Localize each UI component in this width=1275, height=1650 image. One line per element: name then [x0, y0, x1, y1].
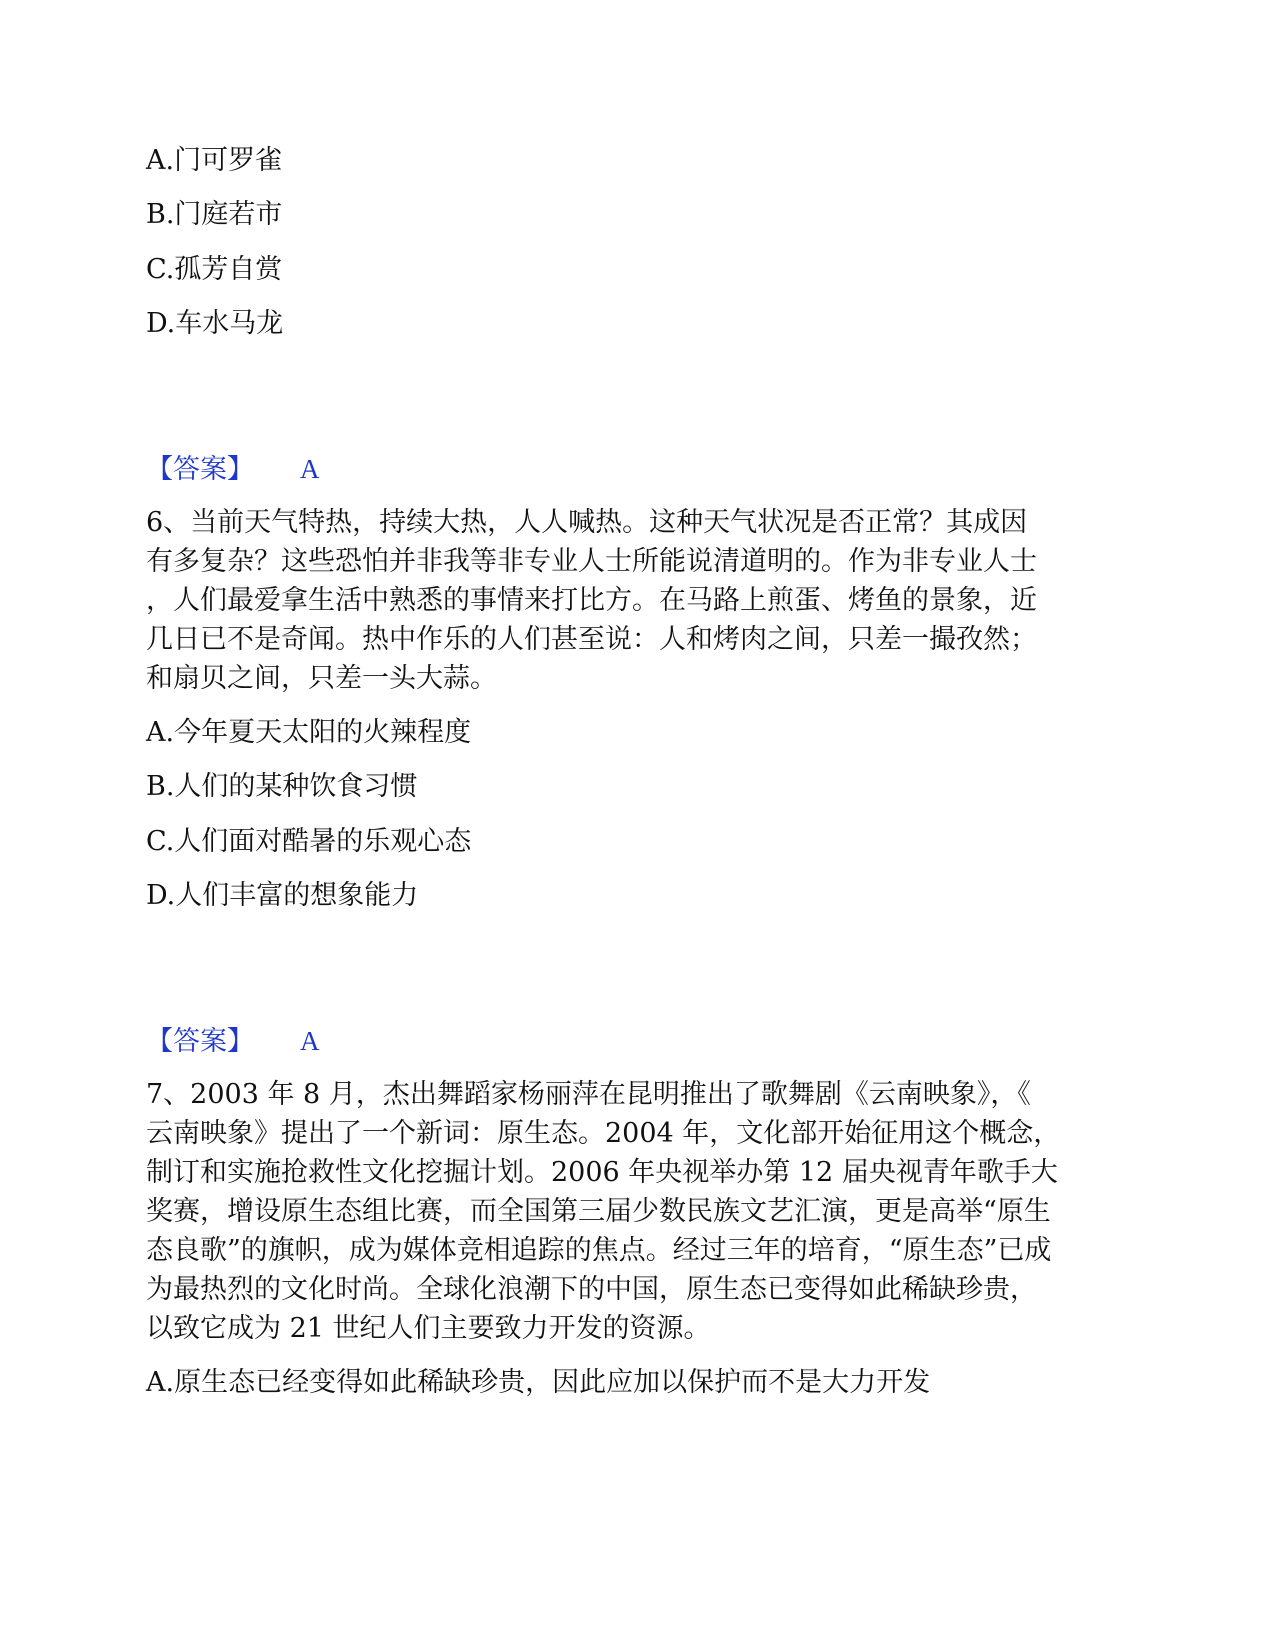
q7-option-a: A.原生态已经变得如此稀缺珍贵，因此应加以保护而不是大力开发 — [146, 1367, 931, 1398]
q6-option-d: D.人们丰富的想象能力 — [146, 880, 419, 911]
q6-option-c: C.人们面对酷暑的乐观心态 — [146, 826, 472, 857]
q6-answer — [146, 1022, 320, 1061]
q6-stem-line-5: 和扇贝之间，只差一头大蒜。 — [146, 663, 497, 694]
q6-stem-line-3: ，人们最爱拿生活中熟悉的事情来打比方。在马路上煎蛋、烤鱼的景象，近 — [146, 585, 1037, 616]
q7-stem-line-1: 7、2003 年 8 月，杰出舞蹈家杨丽萍在昆明推出了歌舞剧《云南映象》，《 — [146, 1079, 1031, 1110]
q6-stem-line-4: 几日已不是奇闻。热中作乐的人们甚至说：人和烤肉之间，只差一撮孜然； — [146, 624, 1037, 655]
q7-stem-line-5: 态良歌”的旗帜，成为媒体竞相追踪的焦点。经过三年的培育，“原生态”已成 — [146, 1235, 1052, 1266]
q5-answer-value: A — [300, 454, 320, 484]
q7-stem-line-6: 为最热烈的文化时尚。全球化浪潮下的中国，原生态已变得如此稀缺珍贵， — [146, 1274, 1037, 1305]
q6-stem-line-1: 6、当前天气特热，持续大热，人人喊热。这种天气状况是否正常？其成因 — [146, 507, 1028, 538]
q7-stem-line-2: 云南映象》提出了一个新词：原生态。2004 年，文化部开始征用这个概念， — [146, 1118, 1061, 1149]
q6-stem-line-2: 有多复杂？这些恐怕并非我等非专业人士所能说清道明的。作为非专业人士 — [146, 546, 1037, 577]
q5-option-a: A.门可罗雀 — [146, 145, 283, 176]
q6-answer-value: A — [300, 1026, 320, 1056]
q6-answer-label: 【答案】 — [146, 1026, 254, 1057]
q7-stem-line-7: 以致它成为 21 世纪人们主要致力开发的资源。 — [146, 1313, 711, 1344]
q6-option-b: B.人们的某种饮食习惯 — [146, 771, 418, 802]
q7-stem-line-3: 制订和实施抢救性文化挖掘计划。2006 年央视举办第 12 届央视青年歌手大 — [146, 1157, 1058, 1188]
q5-option-d: D.车水马龙 — [146, 308, 284, 339]
q5-option-b: B.门庭若市 — [146, 199, 283, 230]
q7-stem-line-4: 奖赛，增设原生态组比赛，而全国第三届少数民族文艺汇演，更是高举“原生 — [146, 1196, 1051, 1227]
q5-answer-label: 【答案】 — [146, 454, 254, 485]
q5-answer — [146, 450, 320, 489]
q5-option-c: C.孤芳自赏 — [146, 254, 283, 285]
q6-option-a: A.今年夏天太阳的火辣程度 — [146, 717, 472, 748]
